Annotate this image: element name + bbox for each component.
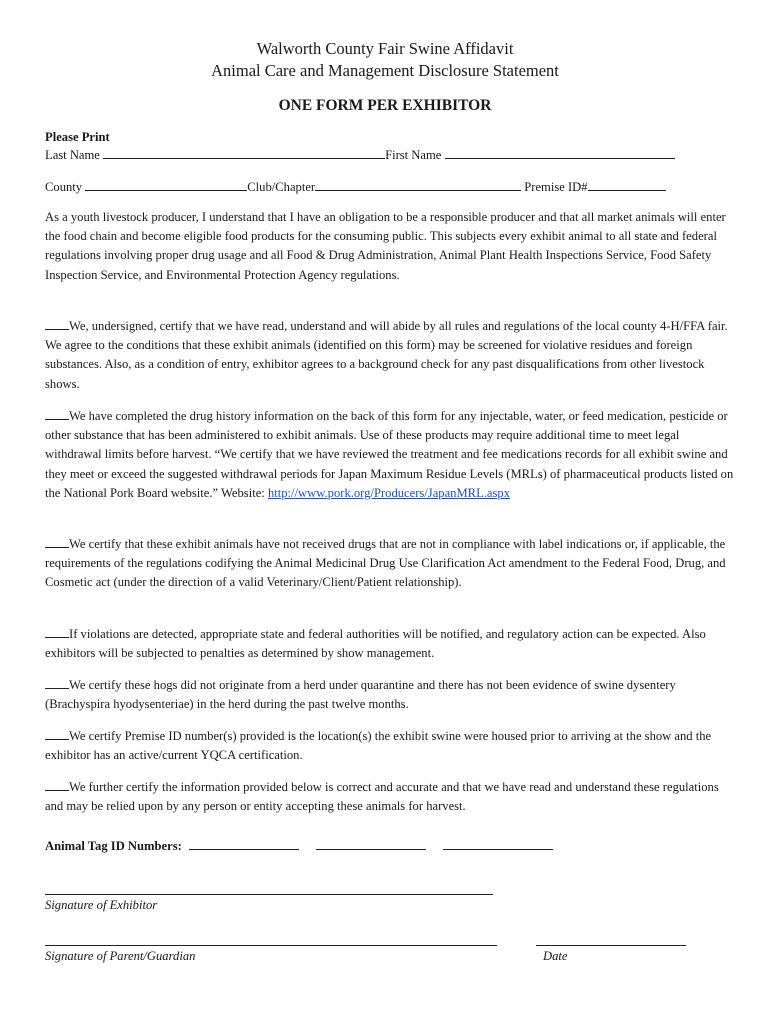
- first-name-label: First Name: [385, 148, 442, 162]
- statement-7: [45, 778, 735, 816]
- club-field[interactable]: [315, 178, 521, 191]
- please-print-label: Please Print: [45, 130, 110, 144]
- first-name-field[interactable]: [445, 146, 675, 159]
- county-field[interactable]: [85, 178, 247, 191]
- date-line[interactable]: [536, 945, 686, 946]
- one-form-heading: ONE FORM PER EXHIBITOR: [278, 97, 492, 114]
- tag-id-row: [45, 837, 553, 855]
- statement-1-text: We, undersigned, certify that we have read, understand and will abide by all rules and regulations of the local county 4-H/FFA fair. We agree to the conditions that these exhibit animals (identified on this form) may be screened for violative residues and foreign substances. Also, as a condition of entry, exhibitor agrees to a background check for any past disqualifications from other livestock shows.: [45, 319, 728, 391]
- initial-blank-5[interactable]: [45, 677, 69, 689]
- parent-signature-label: Signature of Parent/Guardian: [45, 949, 196, 963]
- statement-5-text: We certify these hogs did not originate from a herd under quarantine and there has not been evidence of swine dysentery (Brachyspira hyodysenteriae) in the herd during the past twelve months.: [45, 678, 676, 712]
- county-row: [45, 178, 666, 196]
- statement-7-text: We further certify the information provided below is correct and accurate and that we have read and understand these regulations and may be relied upon by any person or entity accepting these animals for harvest.: [45, 780, 719, 814]
- statement-5: [45, 676, 735, 714]
- last-name-field[interactable]: [103, 146, 385, 159]
- exhibitor-signature-line[interactable]: [45, 894, 493, 895]
- name-row: [45, 146, 675, 164]
- last-name-label: Last Name: [45, 148, 100, 162]
- parent-signature-line[interactable]: [45, 945, 497, 946]
- initial-blank-1[interactable]: [45, 318, 69, 330]
- date-label: Date: [543, 949, 568, 963]
- form-subtitle: Animal Care and Management Disclosure Statement: [211, 61, 559, 80]
- statement-6: [45, 727, 735, 765]
- initial-blank-2[interactable]: [45, 408, 69, 420]
- statement-3-text: We certify that these exhibit animals have not received drugs that are not in compliance with label indications or, if applicable, the requirements of the regulations codifying the Animal Medicinal Drug Use Clarification Act amendment to the Federal Food, Drug, and Cosmetic act (under the direction of a valid Veterinary/Client/Patient relationship).: [45, 537, 726, 590]
- statement-1: [45, 317, 735, 394]
- statement-4-text: If violations are detected, appropriate state and federal authorities will be notified, and regulatory action can be expected. Also exhibitors will be subjected to penalties as determined by show management.: [45, 627, 706, 661]
- premise-field[interactable]: [588, 178, 666, 191]
- statement-4: [45, 625, 735, 663]
- county-label: County: [45, 180, 83, 194]
- tag-id-field-3[interactable]: [443, 837, 553, 850]
- initial-blank-6[interactable]: [45, 728, 69, 740]
- statement-2-text: We have completed the drug history information on the back of this form for any injectable, water, or feed medication, pesticide or other substance that has been administered to exhibit animals. Use of these products may require additional time to meet legal withdrawal limits before harvest. “We certify that we have reviewed the treatment and fee medications records for all exhibit swine and they meet or exceed the suggested withdrawal periods for Japan Maximum Residue Levels (MRLs) of pharmaceutical products listed on the National Pork Board website.” Website:: [45, 409, 734, 500]
- form-title: Walworth County Fair Swine Affidavit: [256, 39, 514, 58]
- initial-blank-7[interactable]: [45, 779, 69, 791]
- statement-3: [45, 535, 735, 593]
- initial-blank-4[interactable]: [45, 626, 69, 638]
- exhibitor-signature-label: Signature of Exhibitor: [45, 898, 158, 912]
- club-label: Club/Chapter: [247, 180, 316, 194]
- initial-blank-3[interactable]: [45, 536, 69, 548]
- tag-id-field-2[interactable]: [316, 837, 426, 850]
- intro-paragraph: As a youth livestock producer, I understand that I have an obligation to be a responsible producer and that all market animals will enter the food chain and become eligible food products for the consuming public. This subjects every exhibit animal to all state and federal regulations involving proper drug usage and all Food & Drug Administration, Animal Plant Health Inspections Service, Food Safety Inspection Service, and Environmental Protection Agency regulations.: [45, 210, 726, 282]
- tag-id-label: Animal Tag ID Numbers:: [45, 839, 182, 853]
- premise-label: Premise ID#: [524, 180, 588, 194]
- pork-board-link[interactable]: http://www.pork.org/Producers/JapanMRL.aspx: [267, 485, 511, 500]
- tag-id-field-1[interactable]: [189, 837, 299, 850]
- statement-2: [45, 407, 735, 503]
- statement-6-text: We certify Premise ID number(s) provided is the location(s) the exhibit swine were housed prior to arriving at the show and the exhibitor has an active/current YQCA certification.: [45, 729, 712, 763]
